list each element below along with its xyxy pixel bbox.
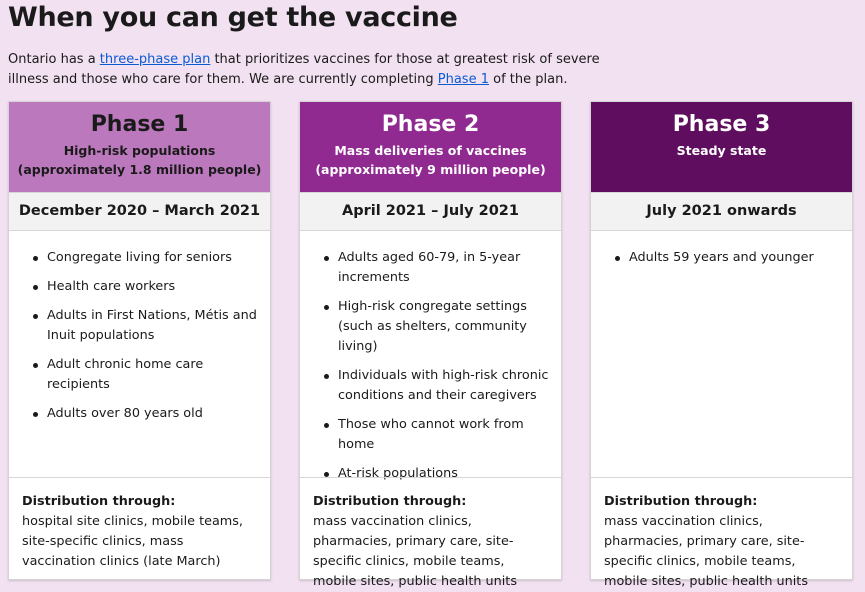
- distribution-text: mass vaccination clinics, pharmacies, primary care, site-specific clinics, mobile teams, mobile sites, public health units: [604, 514, 808, 589]
- phase-card-3: [590, 101, 853, 589]
- eligible-groups-list: [591, 248, 842, 277]
- intro-text-3: of the plan.: [488, 72, 568, 87]
- bullet-icon: [324, 374, 329, 379]
- bullet-icon: [33, 412, 38, 417]
- phase-dates: July 2021 onwards: [591, 192, 852, 231]
- intro-text-2: that prioritizes vaccines for those at greatest risk of severe illness and those who care for them. We are currently completing: [8, 52, 600, 87]
- phase-1-link[interactable]: Phase 1: [437, 72, 489, 87]
- distribution-label: Distribution through:: [604, 494, 758, 509]
- list-item: Individuals with high-risk chronic conditions and their caregivers: [338, 366, 551, 406]
- list-item: Health care workers: [47, 277, 260, 297]
- phase-subtitle-line-1: Steady state: [676, 143, 767, 158]
- distribution-section: [300, 477, 561, 589]
- bullet-icon: [324, 423, 329, 428]
- list-item: Adults aged 60-79, in 5-year increments: [338, 248, 551, 288]
- distribution-label: Distribution through:: [313, 494, 467, 509]
- distribution-text: hospital site clinics, mobile teams, site-specific clinics, mass vaccination clinics (late March): [22, 514, 244, 569]
- phase-subtitle-line-2: (approximately 1.8 million people): [17, 162, 262, 177]
- list-item: High-risk congregate settings (such as shelters, community living): [338, 297, 551, 357]
- phase-subtitle-line-1: High-risk populations: [63, 143, 216, 158]
- phase-subtitle: [9, 141, 270, 179]
- phase-name: Phase 1: [90, 112, 189, 137]
- phase-subtitle: [300, 141, 561, 179]
- phase-dates: April 2021 – July 2021: [300, 192, 561, 231]
- list-item: Adults 59 years and younger: [629, 248, 842, 268]
- distribution-section: [9, 477, 270, 579]
- phase-name: Phase 2: [381, 112, 480, 137]
- list-item: At-risk populations: [338, 464, 551, 484]
- phase-subtitle-line-1: Mass deliveries of vaccines: [334, 143, 527, 158]
- bullet-icon: [324, 256, 329, 261]
- phase-cards: [8, 101, 856, 589]
- eligible-groups-list: [300, 248, 551, 493]
- bullet-icon: [33, 363, 38, 368]
- phase-card-2: [299, 101, 562, 589]
- list-item: Adult chronic home care recipients: [47, 355, 260, 395]
- three-phase-plan-link[interactable]: three-phase plan: [99, 52, 211, 67]
- list-item: Adults in First Nations, Métis and Inuit populations: [47, 306, 260, 346]
- phase-subtitle: [591, 141, 852, 160]
- distribution-section: [591, 477, 852, 589]
- distribution-text: mass vaccination clinics, pharmacies, primary care, site-specific clinics, mobile teams, mobile sites, public health units: [313, 514, 517, 589]
- bullet-icon: [615, 256, 620, 261]
- list-item: Those who cannot work from home: [338, 415, 551, 455]
- page-title: When you can get the vaccine: [8, 2, 458, 33]
- bullet-icon: [33, 314, 38, 319]
- phase-card-1: [8, 101, 271, 580]
- phase-dates: December 2020 – March 2021: [9, 192, 270, 231]
- intro-text-1: Ontario has a: [8, 52, 100, 67]
- phase-subtitle-line-2: (approximately 9 million people): [315, 162, 546, 177]
- bullet-icon: [324, 305, 329, 310]
- intro-paragraph: [8, 50, 608, 90]
- bullet-icon: [33, 285, 38, 290]
- distribution-label: Distribution through:: [22, 494, 176, 509]
- eligible-groups-list: [9, 248, 260, 433]
- list-item: Congregate living for seniors: [47, 248, 260, 268]
- phase-header: [591, 102, 852, 192]
- bullet-icon: [33, 256, 38, 261]
- phase-header: [9, 102, 270, 192]
- phase-name: Phase 3: [672, 112, 771, 137]
- phase-header: [300, 102, 561, 192]
- list-item: Adults over 80 years old: [47, 404, 260, 424]
